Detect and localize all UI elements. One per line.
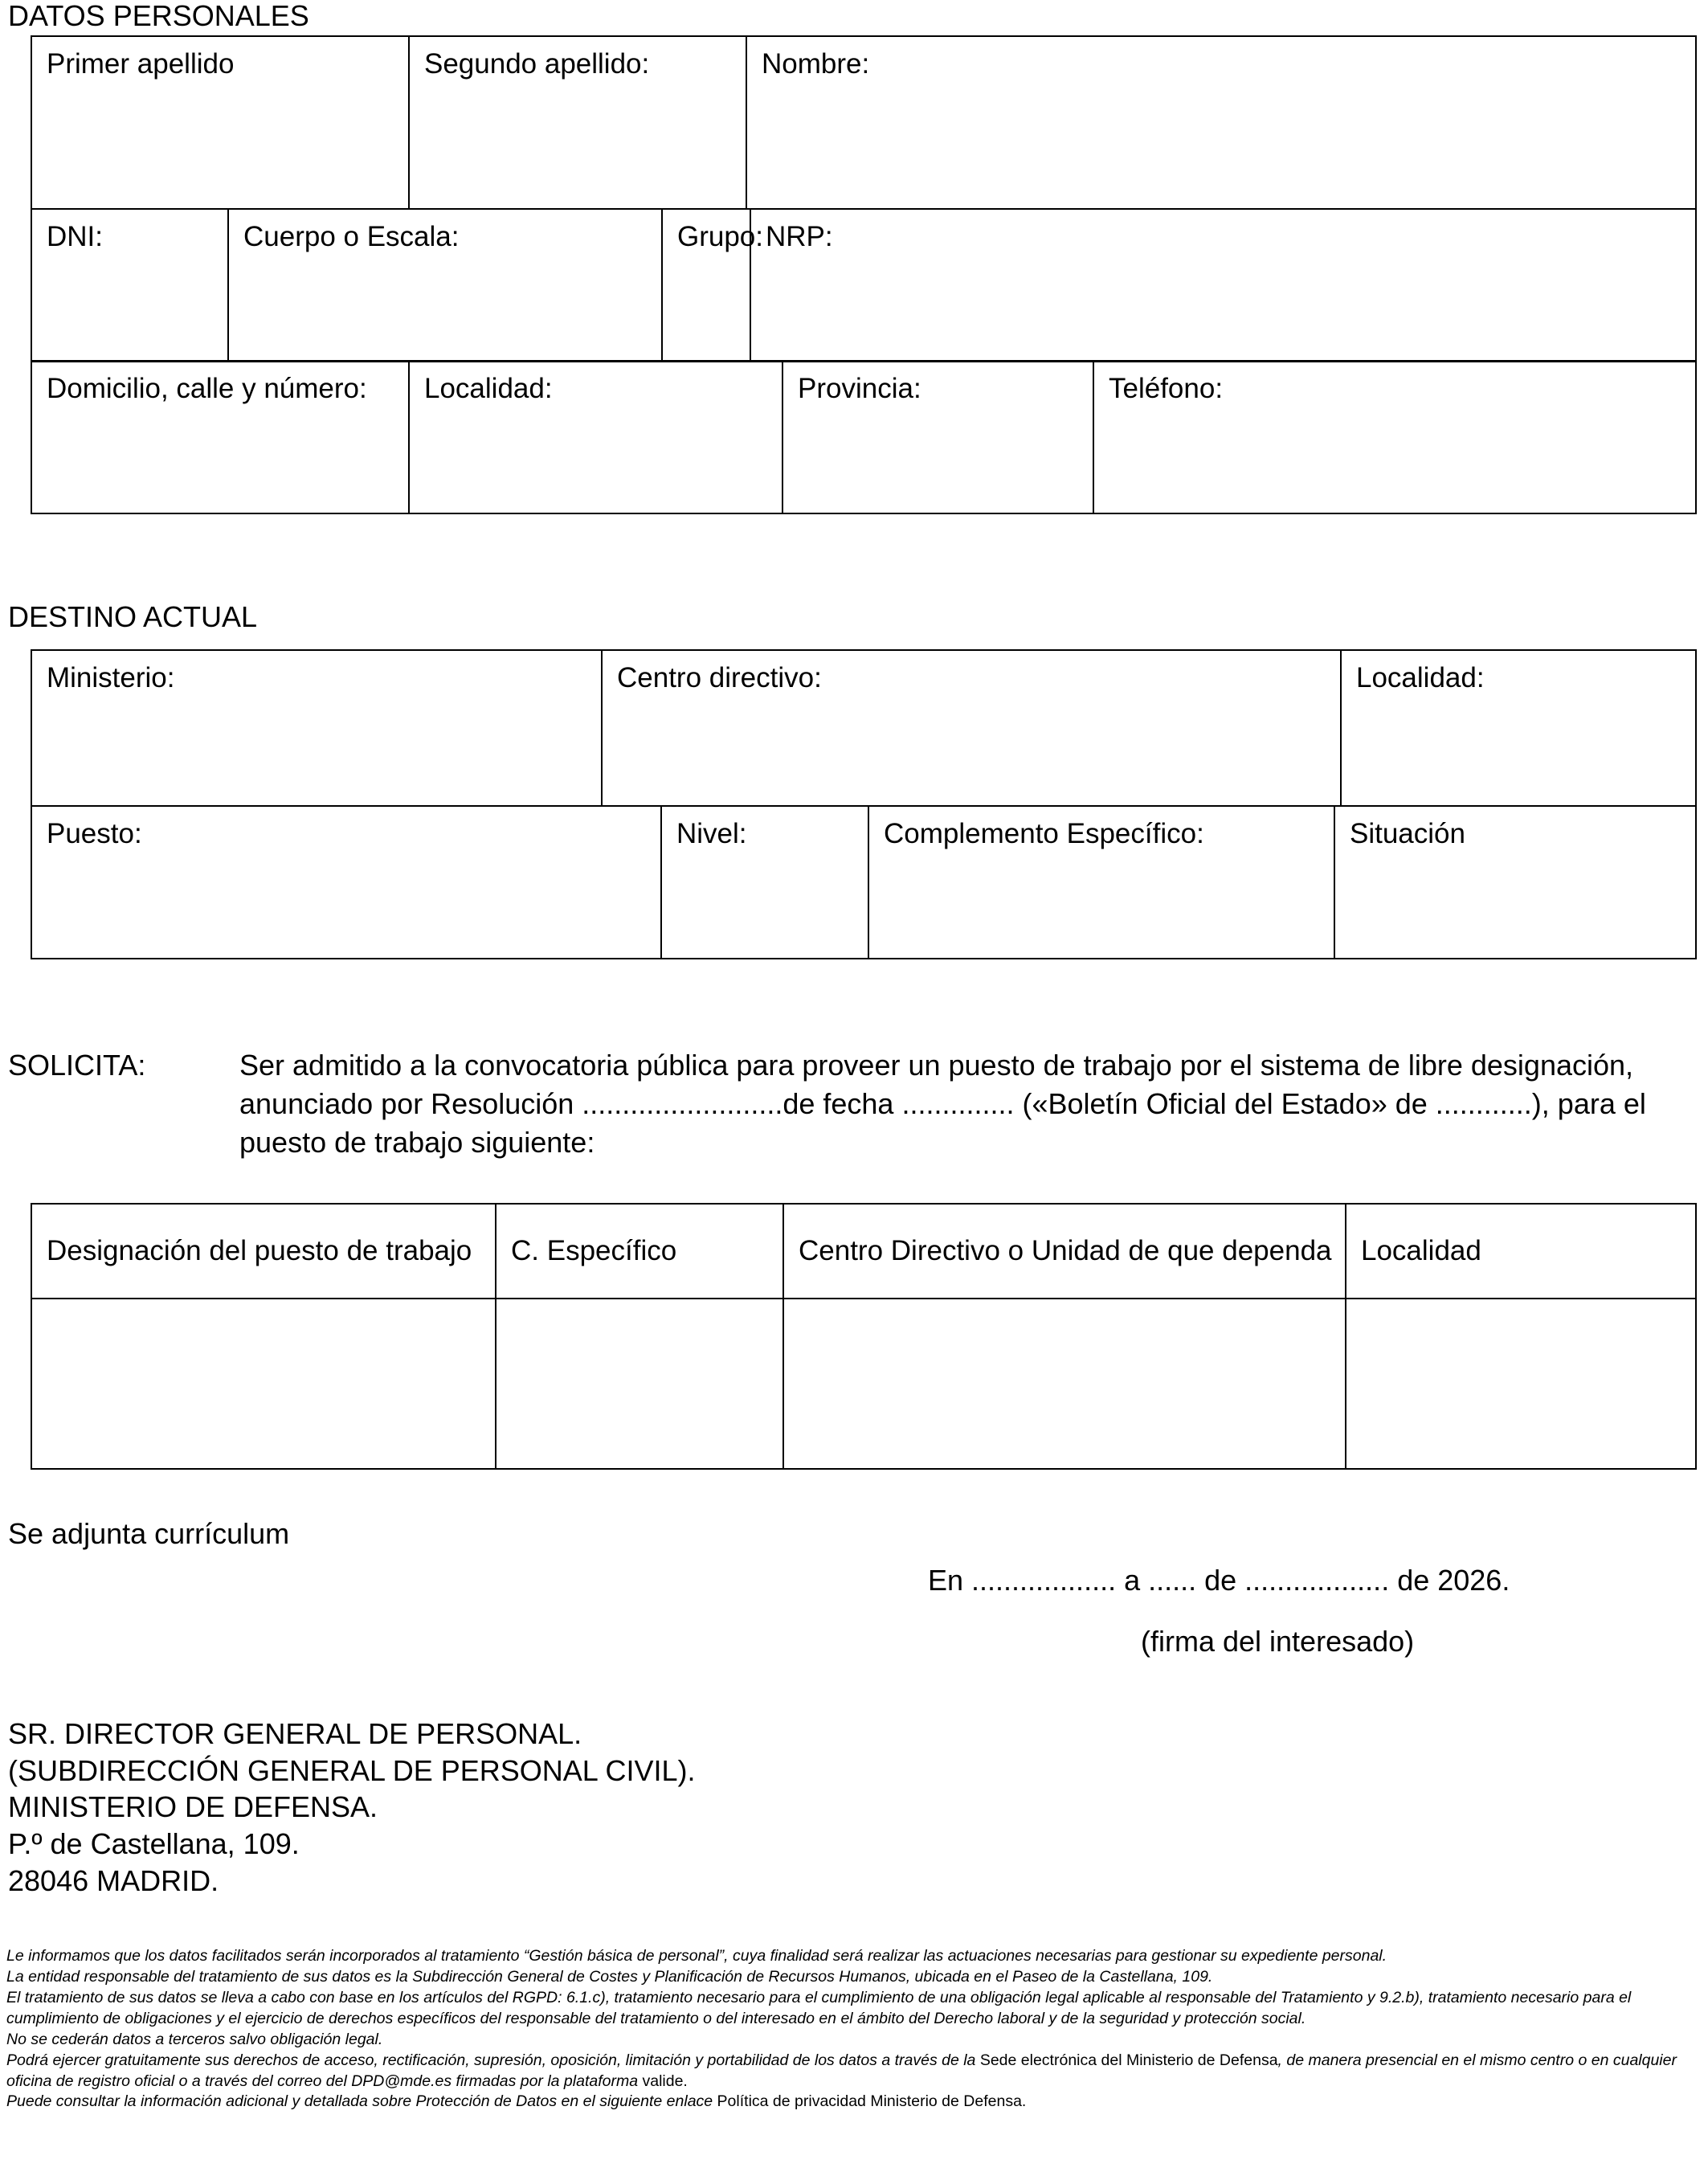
legal-paragraph-5 [6,2051,1690,2092]
table-row [31,361,1696,513]
section-heading-destino-actual: DESTINO ACTUAL [8,600,258,633]
firma-interesado-label: (firma del interesado) [1141,1625,1415,1658]
legal-privacy-notice [6,1946,1690,2113]
header-c-especifico: C. Específico [496,1204,783,1299]
table-row [31,806,1696,959]
cell-cuerpo-escala[interactable]: Cuerpo o Escala: [228,209,662,362]
table-datos-personales-row3 [31,360,1697,514]
destinatario-line-3: MINISTERIO DE DEFENSA. [8,1790,378,1824]
fecha-lugar-line: En .................. a ...... de .................. de 2026. [928,1564,1510,1597]
legal-paragraph-1: Le informamos que los datos facilitados serán incorporados al tratamiento “Gestión básica de personal”, cuya finalidad será realizar las actuaciones necesarias para gestionar su expediente personal. [6,1947,1387,1965]
cell-grupo[interactable]: Grupo: [662,209,750,362]
cell-localidad-destino[interactable]: Localidad: [1341,650,1696,806]
header-designacion-puesto: Designación del puesto de trabajo [31,1204,496,1299]
destinatario-line-4: P.º de Castellana, 109. [8,1827,300,1861]
legal-p6-part-a: Puede consultar la información adicional y detallada sobre Protección de Datos en el siguiente enlace [6,2092,717,2111]
table-destino-actual-row2 [31,805,1697,959]
table-row [31,209,1696,362]
header-centro-directivo-unidad: Centro Directivo o Unidad de que dependa [783,1204,1346,1299]
cell-centro-directivo[interactable]: Centro directivo: [602,650,1341,806]
section-heading-datos-personales: DATOS PERSONALES [8,0,309,32]
cell-nombre[interactable]: Nombre: [746,36,1696,209]
cell-complemento-especifico[interactable]: Complemento Específico: [868,806,1334,959]
se-adjunta-curriculum-text: Se adjunta currículum [8,1517,290,1550]
solicita-block [8,1046,1695,1162]
input-c-especifico[interactable] [496,1299,783,1469]
legal-paragraph-6 [6,2092,1690,2113]
cell-nivel[interactable]: Nivel: [661,806,868,959]
cell-dni[interactable]: DNI: [31,209,228,362]
table-row [31,1299,1696,1469]
legal-paragraph-3: El tratamiento de sus datos se lleva a cabo con base en los artículos del RGPD: 6.1.c), tratamiento necesario para el cumplimiento de una obligación legal aplicable al responsable del Tratamiento y 9.2.b), tratamiento necesario para el cumplimiento de obligaciones y el ejercicio de derechos específicos del responsable del tratamiento o del interesado en el ámbito del Derecho laboral y de la seguridad y protección social. [6,1988,1632,2027]
legal-p5-link-sede-electronica[interactable]: Sede electrónica del Ministerio de Defensa [979,2051,1278,2069]
cell-domicilio[interactable]: Domicilio, calle y número: [31,361,409,513]
header-localidad: Localidad [1346,1204,1696,1299]
cell-situacion[interactable]: Situación [1334,806,1696,959]
input-localidad[interactable] [1346,1299,1696,1469]
legal-p5-part-a: Podrá ejercer gratuitamente sus derechos de acceso, rectificación, supresión, oposición, limitación y portabilidad de los datos a través de la [6,2051,980,2069]
cell-provincia[interactable]: Provincia: [782,361,1093,513]
table-row [31,650,1696,806]
cell-primer-apellido[interactable]: Primer apellido [31,36,409,209]
table-header-row [31,1204,1696,1299]
legal-p6-link-politica-privacidad[interactable]: Política de privacidad Ministerio de Defensa. [717,2092,1027,2111]
legal-paragraph-4: No se cederán datos a terceros salvo obligación legal. [6,2030,383,2048]
solicita-text: Ser admitido a la convocatoria pública para proveer un puesto de trabajo por el sistema de libre designación, anunciado por Resolución .........................de fecha .............. («Boletín Oficial del Estado» de ............), para el puesto de trabajo siguiente: [239,1049,1646,1159]
table-datos-personales [31,35,1697,210]
destinatario-block [8,1716,696,1900]
cell-localidad[interactable]: Localidad: [409,361,782,513]
solicita-label: SOLICITA: [8,1049,146,1082]
destinatario-line-1: SR. DIRECTOR GENERAL DE PERSONAL. [8,1717,582,1750]
legal-p5-part-c: valide. [642,2072,688,2090]
destinatario-line-2: (SUBDIRECCIÓN GENERAL DE PERSONAL CIVIL). [8,1753,696,1787]
destinatario-line-5: 28046 MADRID. [8,1863,219,1897]
table-puestos-solicitados [31,1203,1697,1470]
input-centro-directivo-unidad[interactable] [783,1299,1346,1469]
cell-segundo-apellido[interactable]: Segundo apellido: [409,36,746,209]
cell-telefono[interactable]: Teléfono: [1093,361,1696,513]
cell-ministerio[interactable]: Ministerio: [31,650,602,806]
legal-p5-part-b: , de manera presencial en el mismo centro o en cualquier oficina de registro oficial o a través del correo del DPD@mde.es firmadas por la plataforma [6,2051,1677,2090]
table-row [31,36,1696,209]
table-destino-actual [31,649,1697,807]
cell-puesto[interactable]: Puesto: [31,806,661,959]
cell-nrp[interactable]: NRP: [750,209,1696,362]
table-datos-personales-row2 [31,208,1697,362]
legal-paragraph-2: La entidad responsable del tratamiento de sus datos es la Subdirección General de Costes y Planificación de Recursos Humanos, ubicada en el Paseo de la Castellana, 109. [6,1967,1213,1986]
input-designacion-puesto[interactable] [31,1299,496,1469]
